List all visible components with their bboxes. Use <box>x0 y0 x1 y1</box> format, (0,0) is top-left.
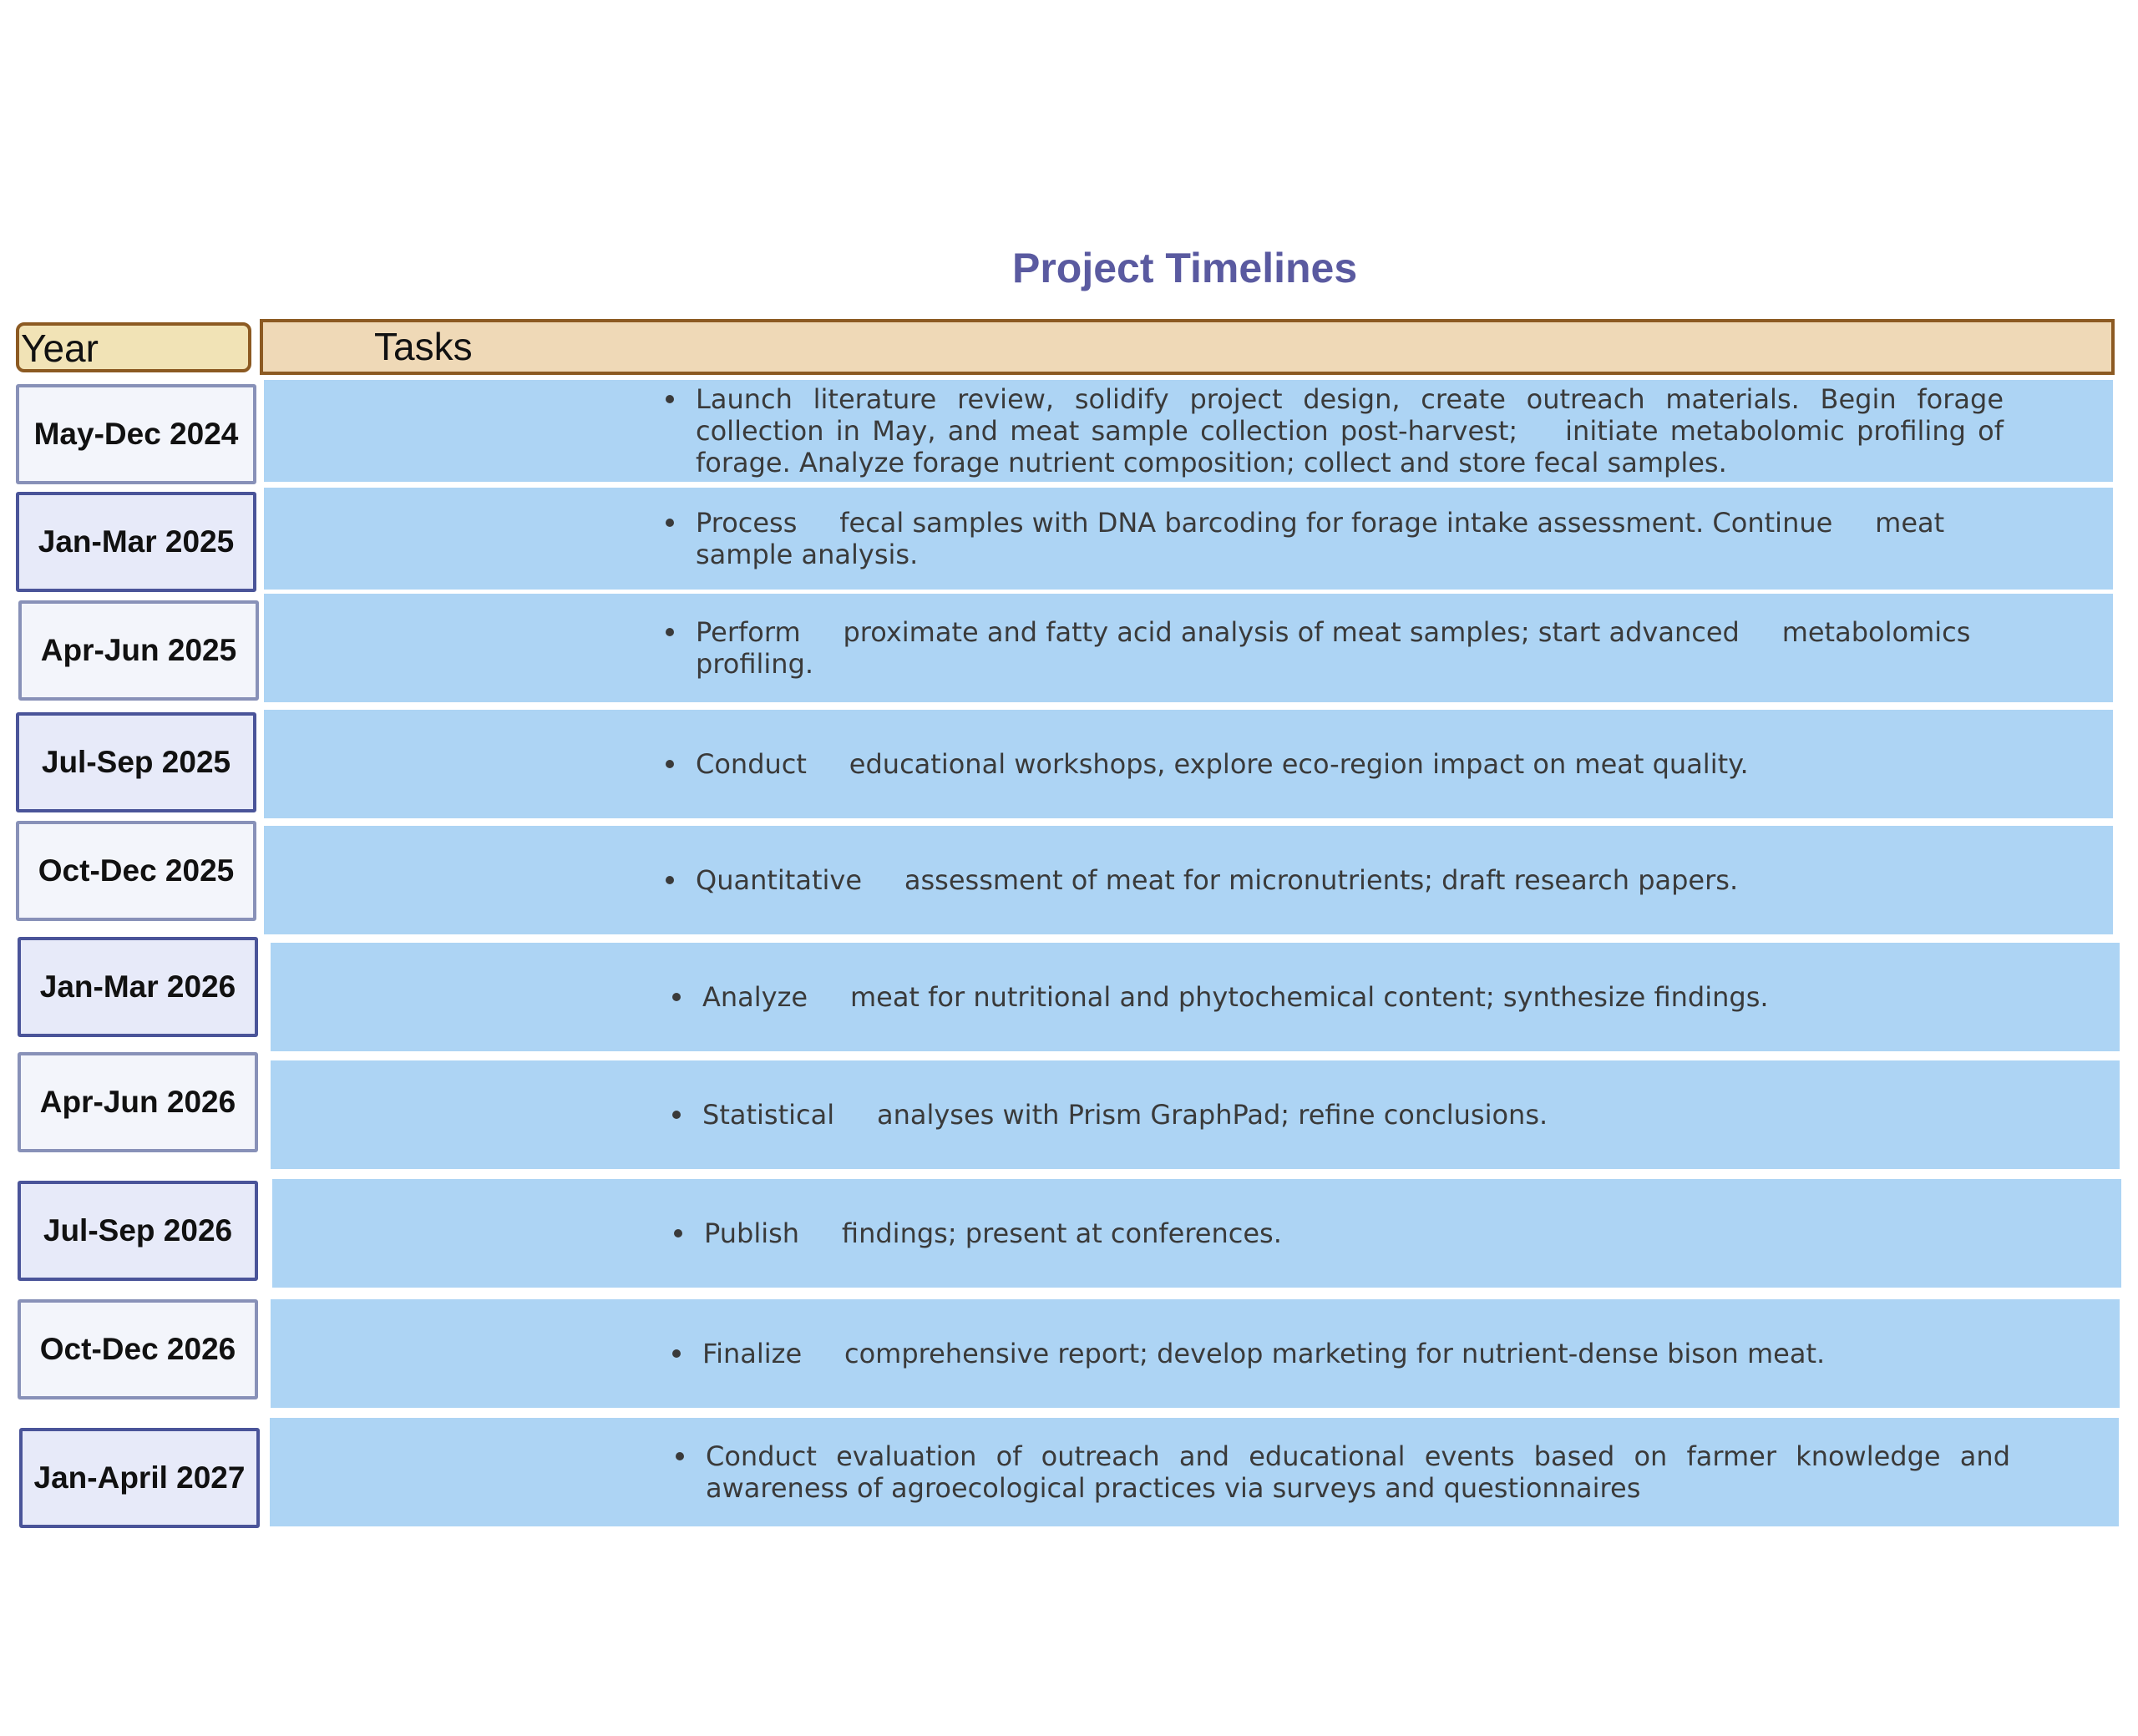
task-cell <box>271 1060 2120 1169</box>
task-text: Perform proximate and fatty acid analysis of meat samples; start advanced metabolomics profiling. <box>696 616 1979 680</box>
task-item <box>702 981 2010 1013</box>
bullet-icon <box>672 1349 681 1358</box>
bullet-icon <box>666 876 674 884</box>
task-text: Conduct educational workshops, explore eco-region impact on meat quality. <box>696 748 1749 780</box>
bullet-icon <box>672 993 681 1001</box>
task-text: Statistical analyses with Prism GraphPad; refine conclusions. <box>702 1099 1548 1131</box>
task-item <box>696 383 2013 478</box>
task-item <box>704 1217 2012 1249</box>
task-list <box>702 1338 2010 1369</box>
task-item <box>696 507 2004 570</box>
year-column-header: Year <box>16 322 251 372</box>
task-list <box>696 507 2004 570</box>
task-text: Publish findings; present at conferences. <box>704 1217 1282 1249</box>
page-title: Project Timelines <box>1012 245 1358 291</box>
year-cell: Oct-Dec 2026 <box>18 1299 258 1399</box>
task-list <box>702 1099 2010 1131</box>
task-text: Conduct evaluation of outreach and educational events based on farmer knowledge and awareness of agroecological practices via surveys and questionnaires <box>706 1440 2010 1504</box>
bullet-icon <box>666 628 674 636</box>
task-cell <box>272 1179 2121 1288</box>
task-cell <box>264 380 2113 482</box>
bullet-icon <box>666 519 674 527</box>
year-cell: Jan-April 2027 <box>19 1428 260 1528</box>
task-item <box>702 1099 2010 1131</box>
task-item <box>696 616 2004 680</box>
task-list <box>696 864 2004 896</box>
year-cell: Oct-Dec 2025 <box>16 821 256 921</box>
task-list <box>696 616 2004 680</box>
task-list <box>704 1217 2012 1249</box>
task-text: Finalize comprehensive report; develop marketing for nutrient-dense bison meat. <box>702 1338 1826 1369</box>
bullet-icon <box>674 1229 682 1237</box>
year-cell: Jan-Mar 2026 <box>18 937 258 1037</box>
year-cell: Apr-Jun 2026 <box>18 1052 258 1152</box>
task-list <box>702 981 2010 1013</box>
task-cell <box>264 710 2113 818</box>
task-cell <box>264 826 2113 934</box>
task-item <box>706 1440 2010 1504</box>
year-cell: May-Dec 2024 <box>16 384 256 484</box>
year-cell: Jan-Mar 2025 <box>16 492 256 592</box>
task-cell <box>270 1418 2119 1526</box>
task-text: Process fecal samples with DNA barcoding for forage intake assessment. Continue meat sample analysis. <box>696 507 1953 570</box>
year-cell: Jul-Sep 2025 <box>16 712 256 812</box>
year-cell: Apr-Jun 2025 <box>18 600 259 701</box>
tasks-column-header: Tasks <box>260 319 2115 375</box>
bullet-icon <box>672 1111 681 1119</box>
year-cell: Jul-Sep 2026 <box>18 1181 258 1281</box>
task-item <box>696 864 2004 896</box>
task-text: Quantitative assessment of meat for micronutrients; draft research papers. <box>696 864 1739 896</box>
bullet-icon <box>666 395 674 403</box>
task-text: Launch literature review, solidify project design, create outreach materials. Begin forage collection in May, and meat sample collection post-harvest; initiate metabolomic profiling of forage. Analyze forage nutrient composition; collect and store fecal samples. <box>696 383 2013 478</box>
bullet-icon <box>676 1452 684 1460</box>
task-item <box>696 748 2004 780</box>
task-cell <box>271 1299 2120 1408</box>
task-list <box>706 1440 2010 1504</box>
task-cell <box>264 488 2113 590</box>
task-item <box>702 1338 2010 1369</box>
task-cell <box>271 943 2120 1051</box>
bullet-icon <box>666 760 674 768</box>
task-list <box>696 383 2013 478</box>
task-list <box>696 748 2004 780</box>
task-cell <box>264 594 2113 702</box>
task-text: Analyze meat for nutritional and phytochemical content; synthesize findings. <box>702 981 1769 1013</box>
